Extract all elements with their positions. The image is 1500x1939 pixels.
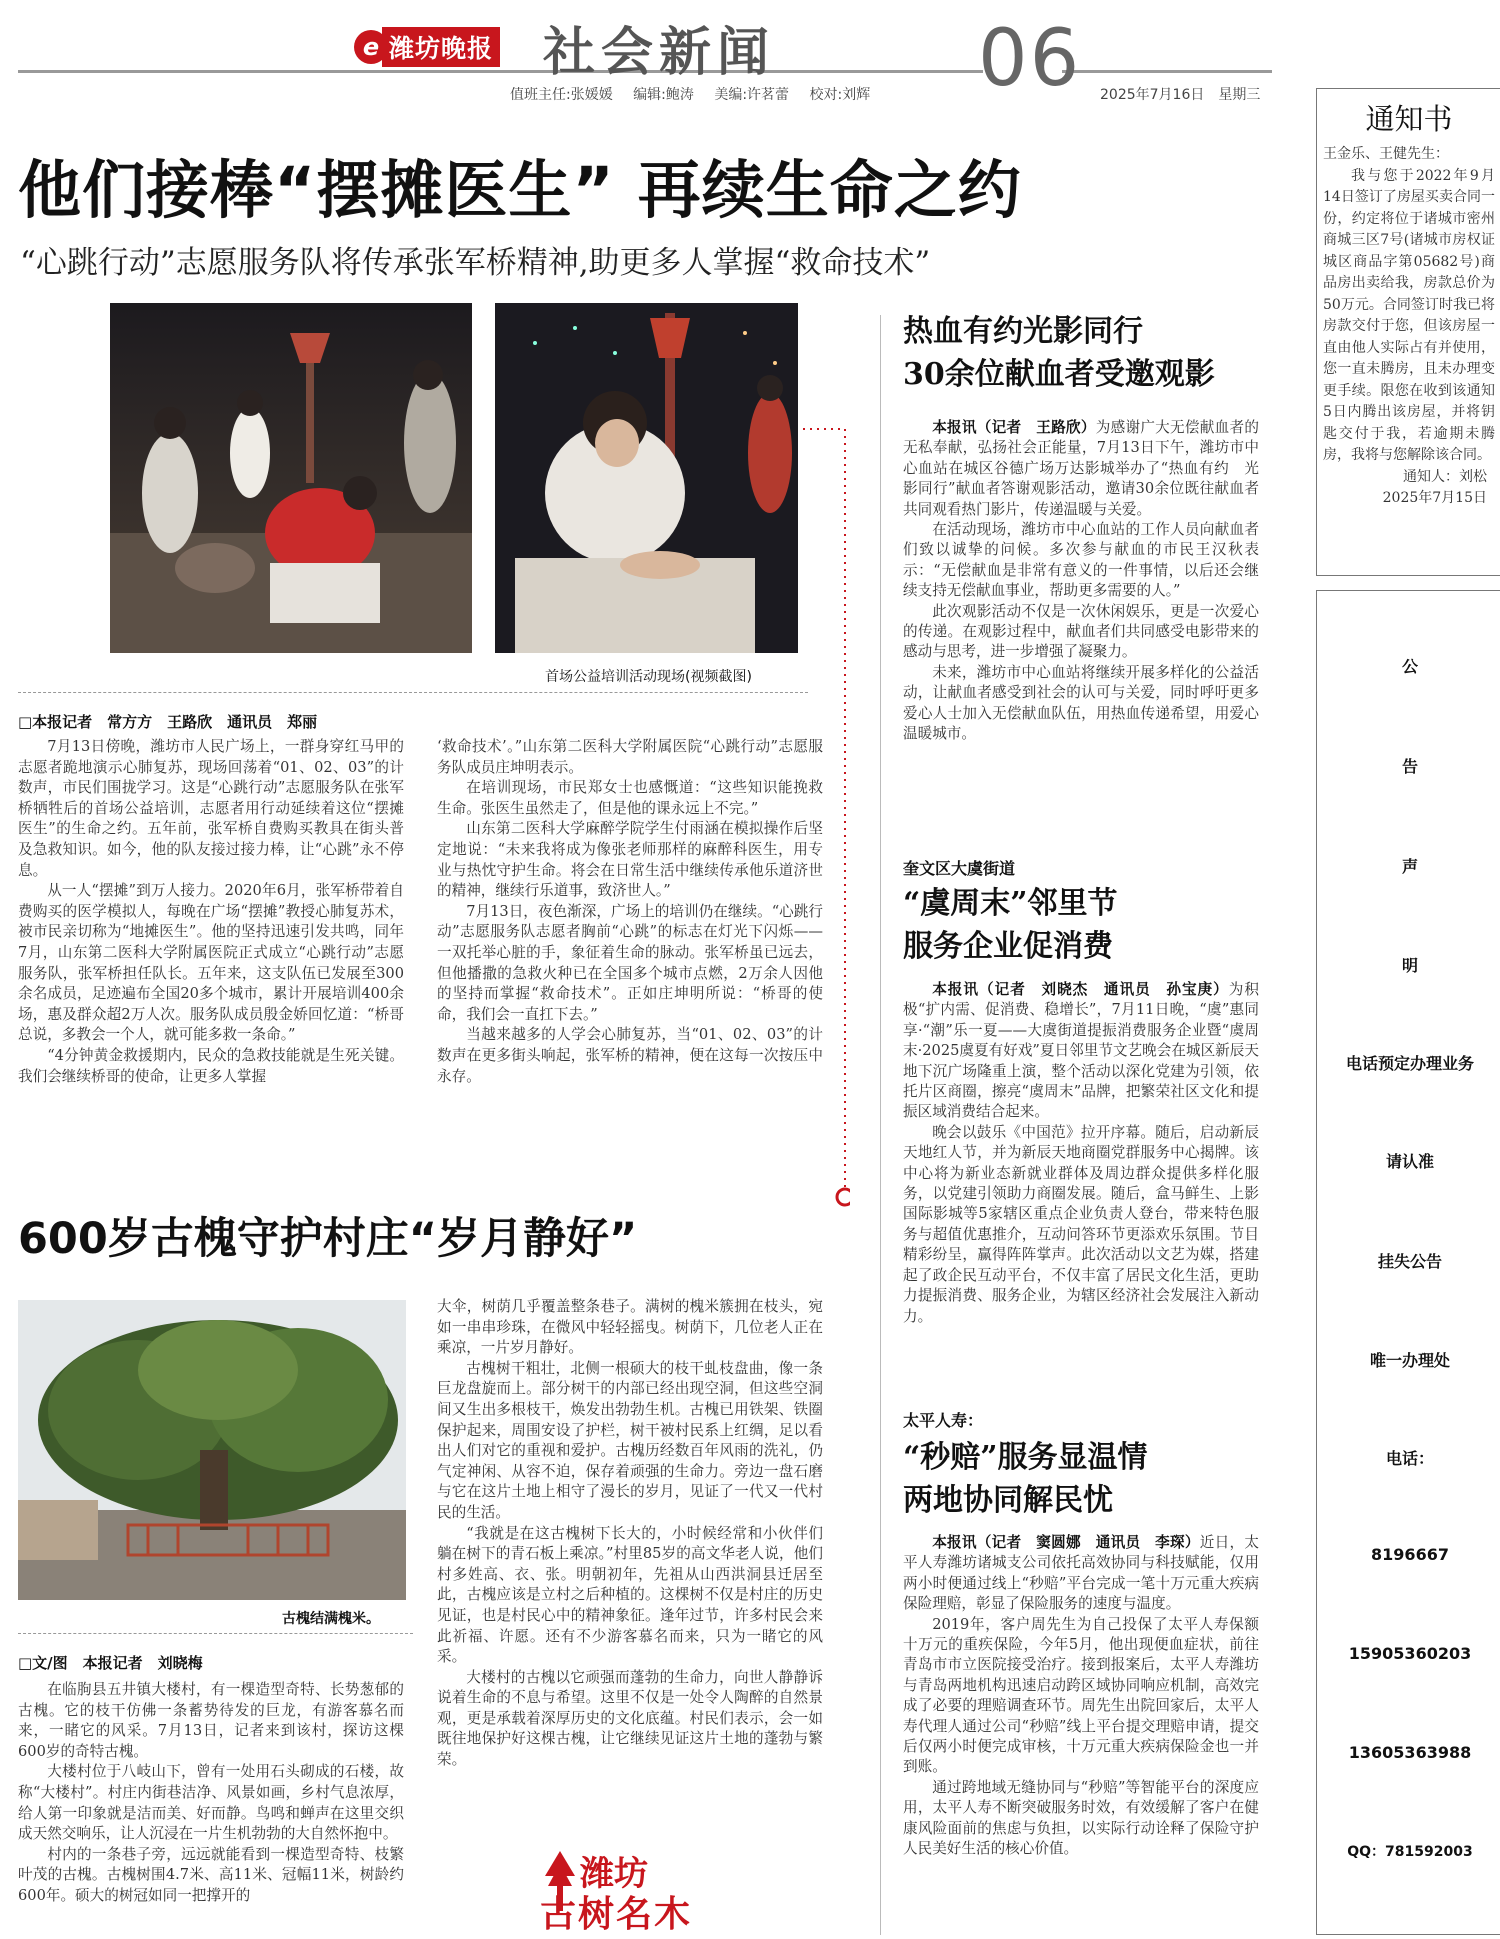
paragraph: 2019年，客户周先生为自己投保了太平人寿保额十万元的重疾保险，今年5月，他出现便血症状，前往青岛市市立医院接受治疗。接到报案后，太平人寿潍坊与青岛两地机构迅速启动跨区域协同响应机制，高效完成了必要的理赔调查环节。周先生出院回家后，太平人寿代理人通过公司“秒赔”线上平台提交理赔申请，提交后仅两小时便完成审核，十万元重大疾病保险金也一并到账。 (903, 1615, 1259, 1776)
blood-lead: 本报讯（记者 王路欣） (932, 419, 1096, 436)
street-headline-line1: “虞周末”邻里节 (903, 886, 1118, 921)
ad-qq: QQ：781592003 (1347, 1844, 1473, 1860)
paper-logo (354, 22, 500, 72)
ad-phone-label: 电话： (1385, 1449, 1434, 1468)
paragraph: 在活动现场，潍坊市中心血站的工作人员向献血者们致以诚挚的问候。多次参与献血的市民王汉秋表示：“无偿献血是非常有意义的一件事情，以后还会继续支持无偿献血事业，帮助更多需要的人。” (903, 521, 1259, 600)
notice-box (1316, 88, 1500, 576)
main-photo-caption: 首场公益培训活动现场(视频截图) (545, 669, 752, 685)
paragraph: 为积极“扩内需、促消费、稳增长”，7月11日晚，“虞”惠同享·“潮”乐一夏——大虞街道提振消费服务企业暨“虞周末·2025虞夏有好戏”夏日邻里节文艺晚会在城区新辰天地下沉广场隆重上演，整个活动以深化党建为引领，依托片区商圈，擦亮“虞周末”品牌，把繁荣社区文化和提振区域消费结合起来。 (903, 981, 1259, 1121)
notice-date: 2025年7月15日 (1382, 490, 1487, 506)
notice-addressee: 王金乐、王健先生： (1323, 146, 1449, 162)
ad-item-lost: 挂失公告 (1377, 1252, 1442, 1271)
notice-signer: 通知人：刘松 (1403, 468, 1487, 485)
tree-article-col2 (437, 1297, 823, 1829)
blood-headline-line1: 热血有约光影同行 (903, 314, 1143, 349)
ad-only: 唯一办理处 (1369, 1351, 1450, 1370)
art-editor: 美编:许茗蕾 (714, 87, 790, 103)
photo-training-right-image (495, 303, 798, 653)
photo-ancient-tree (18, 1300, 406, 1600)
blood-headline (903, 310, 1215, 396)
insurance-headline-line1: “秒赔”服务显温情 (903, 1440, 1148, 1475)
caption-divider (18, 692, 808, 693)
ad-phone-1: 8196667 (1371, 1545, 1449, 1564)
paragraph: 晚会以鼓乐《中国范》拉开序幕。随后，启动新辰天地红人节，并为新辰天地商圈党群服务中心揭牌。该中心将为新业态新就业群体及周边群众提供多样化服务，以党建引领助力商圈发展。随后，盒马鲜生、上影国际影城等5家辖区重点企业负责人登台，带来特色服务与超值优惠推介，互动问答环节更添欢乐氛围。节目精彩纷呈，赢得阵阵掌声。此次活动以文艺为媒，搭建起了政企民互动平台，不仅丰富了居民文化生活，更助力提振消费、服务企业，为辖区经济社会发展注入新动力。 (903, 1123, 1259, 1325)
paragraph: 村内的一条巷子旁，远远就能看到一棵造型奇特、枝繁叶茂的古槐。古槐树围4.7米、高11米、冠幅11米，树龄约600年。硕大的树冠如同一把撑开的 (18, 1845, 404, 1904)
street-kicker: 奎文区大虞街道 (903, 859, 1016, 878)
header-rule-left (18, 70, 983, 73)
paragraph: 古槐树干粗壮，北侧一根硕大的枝干虬枝盘曲，像一条巨龙盘旋而上。部分树干的内部已经出现空洞，但这些空洞间又生出多根枝干，焕发出勃勃生机。古槐已用铁架、铁圈保护起来，周围安设了护栏，树干被村民系上红绸，足以看出人们对它的重视和爱护。古槐历经数百年风雨的洗礼，仍气定神闲、从容不迫，保存着顽强的生命力。旁边一盘石磨与它在这片土地上相守了漫长的岁月，见证了一代又一代村民的生活。 (437, 1359, 823, 1521)
paragraph: “我就是在这古槐树下长大的，小时候经常和小伙伴们躺在树下的青石板上乘凉。”村里85岁的高文华老人说，他们村多姓高、衣、张。明朝初年，先祖从山西洪洞县迁居至此，古槐应该是立村之后种植的。这棵树不仅是村庄的历史见证，也是村民心中的精神象征。逢年过节，许多村民会来此祈福、许愿。还有不少游客慕名而来，只为一睹它的风采。 (437, 1524, 823, 1666)
proofreader: 校对:刘辉 (809, 87, 871, 103)
paragraph: 从一人“摆摊”到万人接力。2020年6月，张军桥带着自费购买的医学模拟人，每晚在广场“摆摊”教授心肺复苏术，被市民亲切称为“地摊医生”。他的坚持迅速引发共鸣，同年7月，山东第二医科大学附属医院正式成立“心跳行动”志愿服务队，张军桥担任队长。五年来，这支队伍已发展至300余名成员，足迹遍布全国20多个城市，累计开展培训400余场，惠及群众超2万人次。服务队成员殷金娇回忆道：“桥哥总说，多教会一个人，就可能多救一条命。” (18, 882, 404, 1044)
paragraph: 在培训现场，市民郑女士也感慨道：“这些知识能挽救生命。张医生虽然走了，但是他的课永远上不完。” (437, 779, 823, 817)
page-number: 06 (978, 14, 1082, 104)
blood-article-body (903, 418, 1259, 828)
street-article-body (903, 980, 1259, 1380)
street-headline-line2: 服务企业促消费 (903, 929, 1113, 964)
photo-training-left-image (110, 303, 472, 653)
paragraph: 未来，潍坊市中心血站将继续开展多样化的公益活动，让献血者感受到社会的认可与关爱，同时呼吁更多爱心人士加入无偿献血队伍，用热血传递希望，用爱心温暖城市。 (903, 663, 1259, 743)
paragraph: 为感谢广大无偿献血者的无私奉献，弘扬社会正能量，7月13日下午，潍坊市中心血站在城区谷德广场万达影城举办了“热血有约 光影同行”献血者答谢观影活动，邀请30余位既往献血者共同观看热门影片，传递温暖与关爱。 (903, 419, 1259, 518)
paragraph: 大楼村的古槐以它顽强而蓬勃的生命力，向世人静静诉说着生命的不息与希望。这里不仅是一处令人陶醉的自然景观，更是承载着深厚历史的文化底蕴。村民们表示，会一如既往地保护好这棵古槐，让它继续见证这片土地的蓬勃与繁荣。 (437, 1668, 823, 1769)
photo-training-left (110, 303, 472, 653)
tree-headline: 600岁古槐守护村庄“岁月静好” (18, 1214, 638, 1264)
tree-byline: □文/图 本报记者 刘晓梅 (18, 1654, 203, 1672)
paragraph: “4分钟黄金救援期内，民众的急救技能就是生死关键。我们会继续桥哥的使命，让更多人掌握 (18, 1046, 404, 1085)
paragraph: 当越来越多的人学会心肺复苏，当“01、02、03”的计数声在更多街头响起，张军桥的精神，便在这每一次按压中永存。 (437, 1026, 823, 1085)
ad-phone-3: 13605363988 (1348, 1743, 1472, 1762)
paragraph: 大楼村位于八岐山下，曾有一处用石头砌成的石楼，故称“大楼村”。村庄内街巷洁净、风景如画，乡村气息浓厚，给人第一印象就是洁而美、好而静。鸟鸣和蝉声在这里交织成天然交响乐，让人沉浸在一片生机勃勃的大自然怀抱中。 (18, 1763, 404, 1843)
insurance-lead: 本报讯（记者 窦圆娜 通讯员 李琛） (932, 1534, 1200, 1551)
paper-name: 潍坊晚报 (382, 27, 500, 67)
photo-training-right (495, 303, 798, 653)
main-headline: 他们接棒“摆摊医生” 再续生命之约 (18, 154, 1022, 227)
main-subheadline: “心跳行动”志愿服务队将传承张军桥精神,助更多人掌握“救命技术” (20, 245, 931, 281)
paragraph: 7月13日傍晚，潍坊市人民广场上，一群身穿红马甲的志愿者跪地演示心肺复苏，现场回荡着“01、02、03”的计数声，市民们围拢学习。这是“心跳行动”志愿服务队在张军桥牺牲后的首场公益培训，志愿者用行动延续着这位“摆摊医生”的生命之约。五年前，张军桥自费购买教具在街头普及急救知识。如今，他的队友接过接力棒，让“心跳”永不停息。 (18, 738, 404, 879)
paragraph: 7月13日，夜色渐深，广场上的培训仍在继续。“心跳行动”志愿服务队志愿者胸前“心跳”的标志在灯光下闪烁——一双托举心脏的手，象征着生命的脉动。张军桥虽已远去，但他播撒的急救火种已在全国多个城市点燃，2万余人因他的坚持而掌握“救命技术”。正如庄坤明所说：“桥哥的使命，我们会一直扛下去。” (437, 902, 823, 1023)
tree-photo-caption: 古槐结满槐米。 (282, 1611, 380, 1627)
ad-char-3: 声 (1401, 857, 1418, 876)
insurance-kicker: 太平人寿： (903, 1411, 984, 1430)
ad-trust: 请认准 (1385, 1152, 1434, 1171)
section-title: 社会新闻 (543, 22, 776, 83)
blood-headline-line2: 30余位献血者受邀观影 (903, 357, 1215, 392)
notice-body (1317, 166, 1500, 467)
paragraph: ‘救命技术’。”山东第二医科大学附属医院“心跳行动”志愿服务队成员庄坤明表示。 (437, 738, 823, 776)
main-byline: □本报记者 常方方 王路欣 通讯员 郑丽 (18, 713, 318, 731)
paper-logo-icon: e (354, 30, 388, 64)
paragraph: 此次观影活动不仅是一次休闲娱乐，更是一次爱心的传递。在观影过程中，献血者们共同感受电影带来的感动与思考，进一步增强了凝聚力。 (903, 602, 1259, 661)
ad-phone-2: 15905360203 (1348, 1644, 1472, 1663)
main-article-col2 (437, 737, 823, 1162)
issue-date: 2025年7月16日 星期三 (1100, 87, 1261, 103)
ad-char-4: 明 (1401, 956, 1418, 975)
header-rule-right (1062, 70, 1272, 73)
photo-ancient-tree-image (18, 1300, 406, 1600)
ad-char-1: 公 (1401, 657, 1418, 676)
logo-title-top: 潍坊 (580, 1854, 648, 1894)
street-lead: 本报讯（记者 刘晓杰 通讯员 孙宝庚） (932, 981, 1229, 998)
main-article-col1 (18, 737, 404, 1162)
paragraph: 通过跨地域无缝协同与“秒赔”等智能平台的深度应用，太平人寿不断突破服务时效，有效缓解了客户在健康风险面前的焦虑与负担，以实际行动诠释了保险守护人民美好生活的核心价值。 (903, 1778, 1259, 1858)
insurance-headline-line2: 两地协同解民忧 (903, 1483, 1113, 1518)
paragraph: 山东第二医科大学麻醉学院学生付雨涵在模拟操作后坚定地说：“未来我将成为像张老师那样的麻醉科医生，用专业与热忱守护生命。将会在日常生活中继续传承他乐道济世的精神，继续行乐道事，致济世人。” (437, 820, 823, 900)
paragraph: 大伞，树荫几乎覆盖整条巷子。满树的槐米簇拥在枝头，宛如一串串珍珠，在微风中轻轻摇曳。树荫下，几位老人正在乘凉，一片岁月静好。 (437, 1298, 823, 1357)
ad-box (1316, 590, 1500, 1935)
logo-title-bottom: 古树名木 (540, 1894, 693, 1935)
editor-credits (510, 84, 886, 104)
insurance-article-body (903, 1533, 1259, 1935)
paragraph: 在临朐县五井镇大楼村，有一棵造型奇特、长势葱郁的古槐。它的枝干仿佛一条蓄势待发的巨龙，有游客慕名而来，一睹它的风采。7月13日，记者来到该村，探访这棵600岁的奇特古槐。 (18, 1681, 404, 1760)
tree-caption-divider (18, 1633, 413, 1634)
editor: 编辑:鲍涛 (633, 87, 694, 103)
ad-char-2: 告 (1401, 757, 1418, 776)
street-headline (903, 882, 1118, 968)
notice-text: 我与您于2022年9月14日签订了房屋买卖合同一份，约定将位于诸城市密州商城三区7号(诸城市房权证城区商品字第05682号)商品房出卖给我，房款总价为50万元。合同签订时我已将房款交付于您，但该房屋一直由他人实际占有并使用，您一直未腾房，且未办理变更手续。限您在收到该通知5日内腾出该房屋，并将钥匙交付于我，若逾期未腾房，我将与您解除该合同。 (1323, 167, 1495, 463)
on-duty: 值班主任:张媛媛 (510, 87, 613, 103)
column-divider (880, 315, 881, 1935)
insurance-headline (903, 1436, 1148, 1522)
ad-service: 电话预定办理业务 (1345, 1054, 1474, 1073)
notice-title: 通知书 (1365, 102, 1453, 136)
ancient-tree-logo (540, 1846, 740, 1935)
paragraph: 近日，太平人寿潍坊诸城支公司依托高效协同与科技赋能，仅用两小时便通过线上“秒赔”平台完成一笔十万元重大疾病保险理赔，彰显了保险服务的速度与温度。 (903, 1534, 1259, 1613)
tree-article-col1 (18, 1680, 404, 1937)
